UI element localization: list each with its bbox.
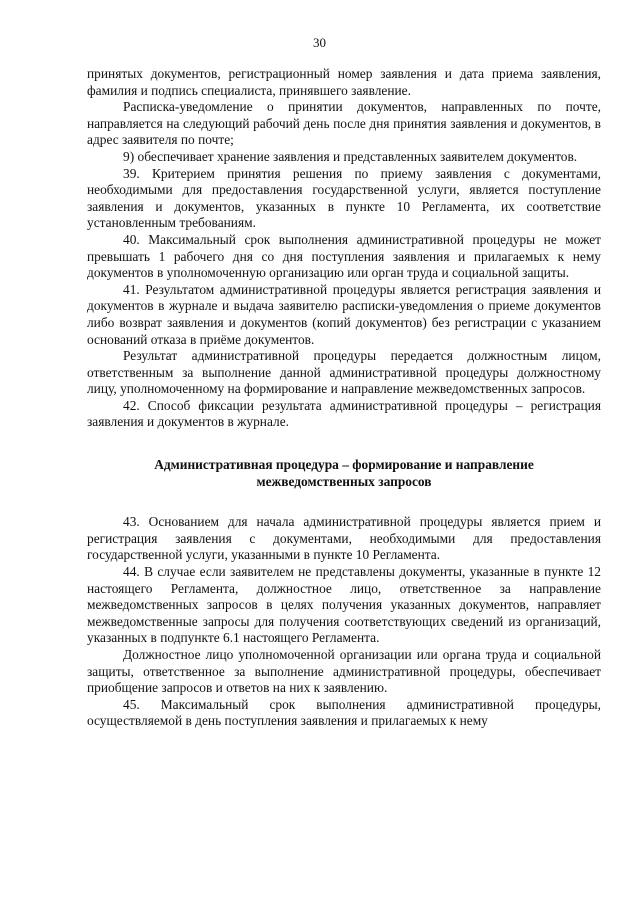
paragraph: 45. Максимальный срок выполнения административной процедуры, осуществляемой в день поступления заявления и прилагаемых к нему <box>87 696 601 729</box>
paragraphs-after-section <box>87 514 601 730</box>
paragraphs-before-section <box>87 66 601 431</box>
paragraph: 9) обеспечивает хранение заявления и представленных заявителем документов. <box>123 148 578 164</box>
paragraph: принятых документов, регистрационный номер заявления и дата приема заявления, фамилия и подпись специалиста, принявшего заявление. <box>87 66 601 98</box>
paragraph: 44. В случае если заявителем не представлены документы, указанные в пункте 12 настоящего Регламента, должностное лицо, ответственное за направление межведомственных запросов в целях получения указанных документов, направляет межведомственные запросы для получения соответствующих сведений из организаций, указанных в подпункте 6.1 настоящего Регламента. <box>87 564 601 646</box>
paragraph: Результат административной процедуры передается должностным лицом, ответственным за выполнение данной административной процедуры должностному лицу, уполномоченному на формирование и направление межведомственных запросов. <box>87 348 601 397</box>
page-number: 30 <box>313 35 326 50</box>
paragraph: Расписка-уведомление о принятии документов, направленных по почте, направляется на следующий рабочий день после дня принятия заявления и документов, в адрес заявителя по почте; <box>87 99 601 148</box>
paragraph: 42. Способ фиксации результата административной процедуры – регистрация заявления и документов в журнале. <box>87 397 601 430</box>
document-body <box>87 66 601 730</box>
section-title-line-2: межведомственных запросов <box>256 473 432 489</box>
paragraph: 40. Максимальный срок выполнения административной процедуры не может превышать 1 рабочего дня со дня поступления заявления и прилагаемых к нему документов в уполномоченную организацию или орган труда и социальной защиты. <box>87 231 601 281</box>
section-title <box>87 457 601 490</box>
section-title-line-1: Административная процедура – формирование и направление <box>154 457 534 473</box>
paragraph: 39. Критерием принятия решения по приему заявления с документами, необходимыми для предоставления государственной услуги, является поступление заявления и документов, указанных в пункте 10 Регламента, их соответствие установленным требованиям. <box>87 165 601 231</box>
paragraph: 41. Результатом административной процедуры является регистрация заявления и документов в журнале и выдача заявителю расписки-уведомления о приеме документов либо возврат заявления и документов (копий документов) без регистрации с указанием оснований отказа в приёме документов. <box>87 281 601 347</box>
paragraph: 43. Основанием для начала административной процедуры является прием и регистрация заявления с документами, необходимыми для предоставления государственной услуги, указанными в пункте 10 Регламента. <box>87 514 601 563</box>
paragraph: Должностное лицо уполномоченной организации или органа труда и социальной защиты, ответственное за выполнение административной процедуры, обеспечивает приобщение запросов и ответов на них к заявлению. <box>87 647 601 696</box>
